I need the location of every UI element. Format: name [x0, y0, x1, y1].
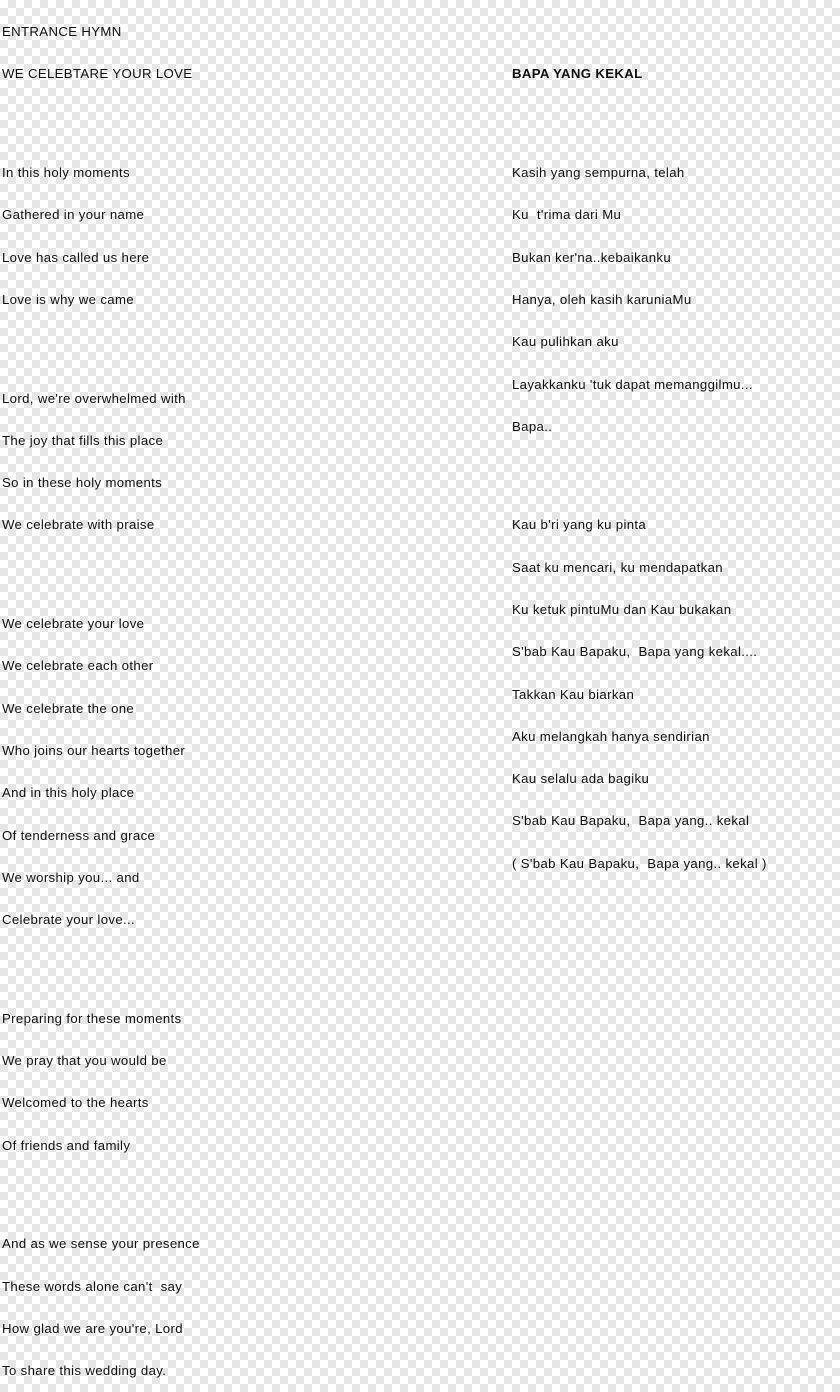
verse-line: Of friends and family [2, 1137, 131, 1153]
chorus-line: Ku ketuk pintuMu dan Kau bukakan [512, 602, 732, 618]
chorus-line: Takkan Kau biarkan [512, 686, 635, 702]
left-column [2, 0, 200, 1392]
stanza-gap [2, 110, 200, 124]
chorus-line: And in this holy place [2, 785, 135, 801]
verse-line: Kau pulihkan aku [512, 334, 619, 350]
verse-line: The joy that fills this place [2, 432, 164, 448]
verse-line: Hanya, oleh kasih karuniaMu [512, 291, 692, 307]
hymn-heading: ENTRANCE HYMN [2, 24, 122, 40]
hymn-title: WE CELEBTARE YOUR LOVE [2, 66, 193, 82]
chorus-line: Kau b'ri yang ku pinta [512, 517, 647, 533]
chorus-line: We celebrate your love [2, 616, 145, 632]
chorus-line: Of tenderness and grace [2, 827, 156, 843]
verse-line: We celebrate with praise [2, 517, 155, 533]
verse-line: Gathered in your name [2, 207, 145, 223]
verse-line: To share this wedding day. [2, 1363, 167, 1379]
verse-line: Ku t'rima dari Mu [512, 207, 622, 223]
heading-spacer [512, 25, 767, 39]
verse-line: We pray that you would be [2, 1053, 167, 1069]
verse-line: Layakkanku 'tuk dapat memanggilmu... [512, 376, 753, 392]
verse-line: Lord, we're overwhelmed with [2, 390, 186, 406]
chorus-line: We celebrate the one [2, 700, 135, 716]
verse-line: In this holy moments [2, 165, 130, 181]
verse-line: Kasih yang sempurna, telah [512, 165, 685, 181]
verse-line: So in these holy moments [2, 475, 163, 491]
right-column [512, 0, 767, 885]
chorus-line: Kau selalu ada bagiku [512, 771, 650, 787]
verse-line: Love is why we came [2, 291, 134, 307]
chorus-line: We celebrate each other [2, 658, 154, 674]
stanza-gap [2, 335, 200, 349]
chorus-line: ( S'bab Kau Bapaku, Bapa yang.. kekal ) [512, 855, 767, 871]
verse-line: Bapa.. [512, 418, 553, 434]
stanza-gap [512, 110, 767, 124]
verse-line: And as we sense your presence [2, 1236, 200, 1252]
chorus-line: We worship you... and [2, 869, 140, 885]
chorus-line: Aku melangkah hanya sendirian [512, 728, 710, 744]
chorus-line: Saat ku mencari, ku mendapatkan [512, 559, 723, 575]
chorus-line: S'bab Kau Bapaku, Bapa yang kekal.... [512, 644, 758, 660]
verse-line: How glad we are you're, Lord [2, 1320, 183, 1336]
chorus-line: Who joins our hearts together [2, 742, 186, 758]
verse-line: Preparing for these moments [2, 1010, 182, 1026]
stanza-gap [2, 1181, 200, 1195]
verse-line: Welcomed to the hearts [2, 1095, 149, 1111]
stanza-gap [2, 955, 200, 969]
verse-line: Love has called us here [2, 249, 150, 265]
verse-line: Bukan ker'na..kebaikanku [512, 249, 672, 265]
chorus-line: Celebrate your love... [2, 912, 136, 928]
song-title: BAPA YANG KEKAL [512, 66, 643, 82]
verse-line: These words alone can't say [2, 1278, 183, 1294]
chorus-line: S'bab Kau Bapaku, Bapa yang.. kekal [512, 813, 750, 829]
stanza-gap [512, 462, 767, 476]
stanza-gap [2, 561, 200, 575]
